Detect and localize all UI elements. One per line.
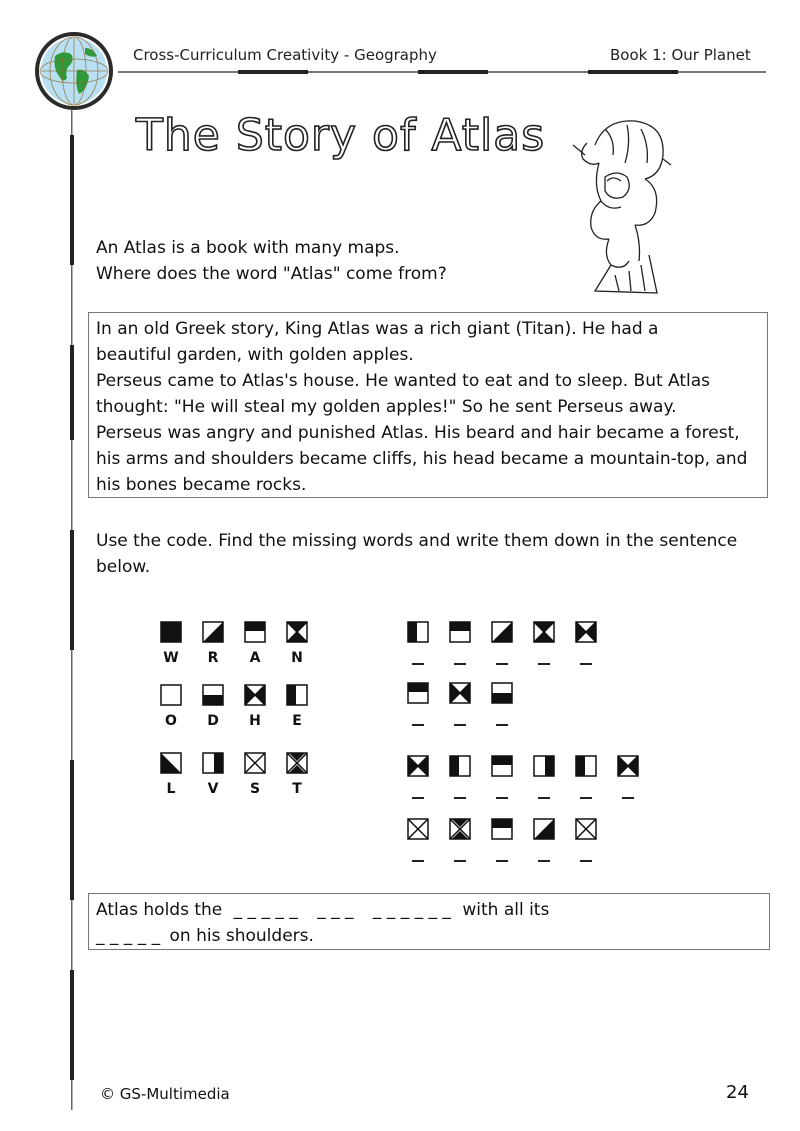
puzzle-symbol [575, 818, 597, 840]
code-letter: R [207, 650, 219, 666]
copyright: © GS-Multimedia [100, 1085, 230, 1103]
letter-blank[interactable] [412, 724, 424, 726]
instruction-line: below. [96, 557, 151, 577]
code-letter: L [166, 781, 176, 797]
story-line: Perseus was angry and punished Atlas. His beard and hair became a forest, [96, 423, 740, 443]
code-letter: A [249, 650, 261, 666]
code-letter: N [291, 650, 303, 666]
puzzle-symbol [407, 621, 429, 643]
code-letter: H [249, 713, 261, 729]
story-line: thought: "He will steal my golden apples!" So he sent Perseus away. [96, 397, 677, 417]
puzzle-symbol [407, 818, 429, 840]
letter-blank[interactable] [496, 860, 508, 862]
letter-blank[interactable] [454, 724, 466, 726]
instruction-line: Use the code. Find the missing words and write them down in the sentence [96, 531, 738, 551]
letter-blank[interactable] [496, 797, 508, 799]
letter-blank[interactable] [538, 860, 550, 862]
code-symbol [202, 752, 224, 774]
puzzle-symbol [449, 621, 471, 643]
story-line: Perseus came to Atlas's house. He wanted to eat and to sleep. But Atlas [96, 371, 711, 391]
letter-blank[interactable] [580, 797, 592, 799]
puzzle-symbol [407, 682, 429, 704]
answer-blank[interactable]: _ _ _ _ _ _ [372, 900, 451, 920]
letter-blank[interactable] [496, 663, 508, 665]
code-symbol [244, 752, 266, 774]
story-line: his bones became rocks. [96, 475, 307, 495]
puzzle-symbol [491, 682, 513, 704]
atlas-illustration [565, 115, 683, 297]
answer-blank[interactable]: _ _ _ [317, 900, 354, 920]
puzzle-symbol [533, 621, 555, 643]
answer-line-1 [96, 897, 762, 923]
code-letter: S [249, 781, 261, 797]
puzzle-symbol [449, 818, 471, 840]
code-symbol [202, 621, 224, 643]
page-title [132, 104, 562, 170]
story-box [88, 312, 768, 498]
code-letter: E [292, 713, 302, 729]
answer-box [88, 893, 770, 950]
instructions [96, 528, 766, 580]
letter-blank[interactable] [580, 663, 592, 665]
code-letter: D [207, 713, 219, 729]
letter-blank[interactable] [412, 663, 424, 665]
code-symbol [286, 621, 308, 643]
puzzle-symbol [449, 755, 471, 777]
puzzle-symbol [575, 755, 597, 777]
code-letter: W [163, 650, 179, 666]
code-letter: O [165, 713, 177, 729]
code-symbol [286, 684, 308, 706]
intro-line: An Atlas is a book with many maps. [96, 238, 400, 258]
puzzle-symbol [407, 755, 429, 777]
letter-blank[interactable] [412, 797, 424, 799]
code-symbol [244, 621, 266, 643]
page-number: 24 [726, 1082, 749, 1103]
code-symbol [286, 752, 308, 774]
letter-blank[interactable] [580, 860, 592, 862]
letter-blank[interactable] [538, 797, 550, 799]
puzzle-symbol [533, 818, 555, 840]
puzzle-symbol [491, 621, 513, 643]
code-letter: T [292, 781, 302, 797]
answer-blank[interactable]: _ _ _ _ _ [96, 926, 161, 946]
code-letter: V [207, 781, 219, 797]
puzzle-symbol [449, 682, 471, 704]
answer-text: on his shoulders. [169, 926, 314, 946]
answer-blank[interactable]: _ _ _ _ _ [233, 900, 298, 920]
code-symbol [160, 621, 182, 643]
story-line: In an old Greek story, King Atlas was a rich giant (Titan). He had a [96, 319, 659, 339]
letter-blank[interactable] [412, 860, 424, 862]
globe-logo [33, 30, 115, 112]
letter-blank[interactable] [496, 724, 508, 726]
code-symbol [160, 684, 182, 706]
puzzle-symbol [575, 621, 597, 643]
puzzle-symbol [617, 755, 639, 777]
story-line: his arms and shoulders became cliffs, his head became a mountain-top, and [96, 449, 748, 469]
page-title-text: The Story of Atlas [136, 110, 546, 161]
letter-blank[interactable] [454, 663, 466, 665]
puzzle-symbol [491, 818, 513, 840]
letter-blank[interactable] [454, 797, 466, 799]
answer-text: Atlas holds the [96, 900, 223, 920]
answer-text: with all its [462, 900, 550, 920]
code-symbol [244, 684, 266, 706]
puzzle-symbol [533, 755, 555, 777]
letter-blank[interactable] [454, 860, 466, 862]
intro-line: Where does the word "Atlas" come from? [96, 264, 447, 284]
letter-blank[interactable] [622, 797, 634, 799]
header-rule [118, 70, 766, 75]
story-line: beautiful garden, with golden apples. [96, 345, 414, 365]
intro-text [96, 235, 447, 287]
code-symbol [160, 752, 182, 774]
header-book: Book 1: Our Planet [610, 46, 751, 64]
answer-line-2 [96, 923, 762, 949]
letter-blank[interactable] [538, 663, 550, 665]
margin-spine [68, 110, 76, 1110]
code-symbol [202, 684, 224, 706]
header-subject: Cross-Curriculum Creativity - Geography [133, 46, 437, 64]
puzzle-symbol [491, 755, 513, 777]
